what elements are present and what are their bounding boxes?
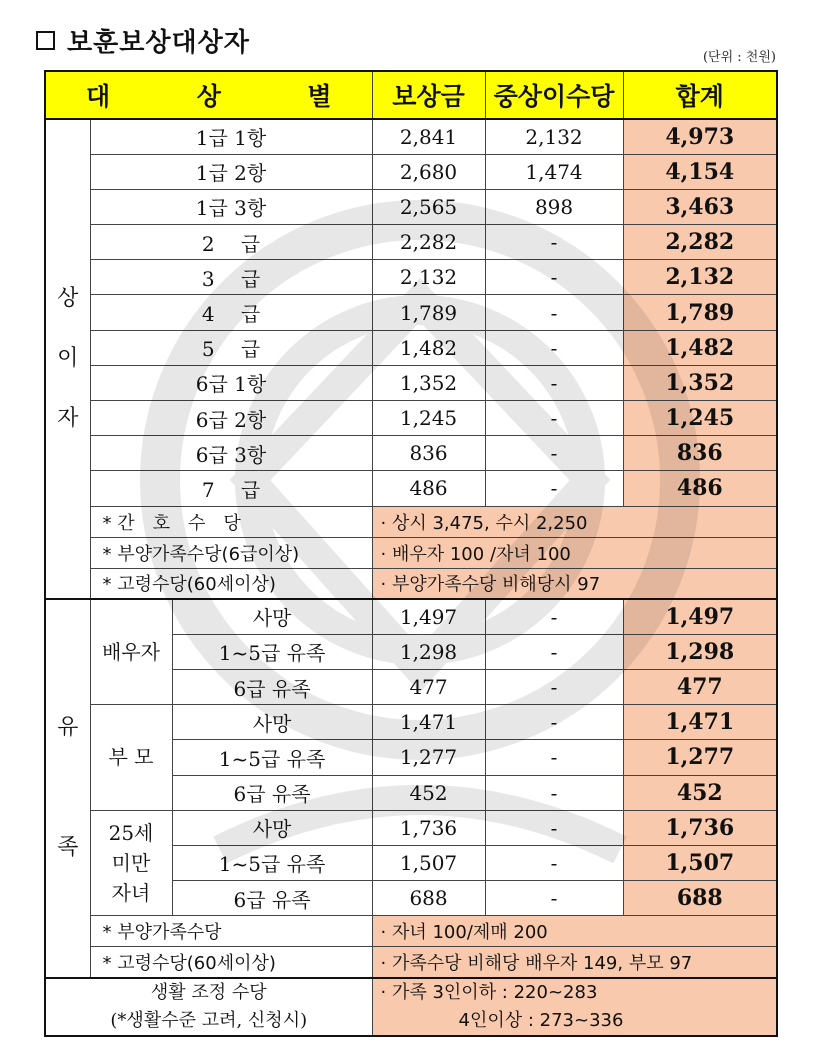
header-row — [45, 71, 777, 119]
allow-cell: - — [485, 599, 623, 634]
note-row — [45, 916, 777, 947]
comp-cell: 688 — [372, 881, 485, 916]
comp-cell: 2,282 — [372, 225, 485, 260]
note-label: * 부양가족수당 — [90, 916, 372, 947]
table-row — [45, 705, 777, 740]
grade-cell: 1급 3항 — [90, 189, 372, 224]
note-row — [45, 537, 777, 568]
living-value-line-1: · 가족 3인이하 : 220~283 — [380, 981, 598, 1003]
allow-cell: - — [485, 401, 623, 436]
total-cell: 1,352 — [623, 365, 777, 400]
table-row — [45, 436, 777, 471]
group-injured-char-3: 자 — [57, 406, 79, 432]
note-value: · 상시 3,475, 수시 2,250 — [372, 506, 777, 537]
grade-cell: 3 급 — [90, 260, 372, 295]
type-cell: 1~5급 유족 — [172, 845, 372, 880]
allow-cell: - — [485, 365, 623, 400]
allow-cell: - — [485, 669, 623, 704]
allow-cell: - — [485, 775, 623, 810]
table-row — [45, 225, 777, 260]
note-label: * 부양가족수당(6급이상) — [90, 537, 372, 568]
comp-cell: 836 — [372, 436, 485, 471]
allow-cell: - — [485, 705, 623, 740]
total-cell: 1,497 — [623, 599, 777, 634]
header-allowance: 중상이수당 — [485, 71, 623, 119]
allow-cell: - — [485, 330, 623, 365]
allow-cell: - — [485, 436, 623, 471]
grade-cell: 1급 2항 — [90, 154, 372, 189]
grade-cell: 2 급 — [90, 225, 372, 260]
allow-cell: - — [485, 845, 623, 880]
header-total: 합계 — [623, 71, 777, 119]
total-cell: 1,245 — [623, 401, 777, 436]
subgroup-children-line-3: 자녀 — [111, 880, 151, 905]
grade-cell: 7 급 — [90, 471, 372, 506]
total-cell: 1,482 — [623, 330, 777, 365]
grade-cell: 5 급 — [90, 330, 372, 365]
total-cell: 1,736 — [623, 810, 777, 845]
note-value: · 배우자 100 /자녀 100 — [372, 537, 777, 568]
total-cell: 1,298 — [623, 634, 777, 669]
subgroup-parents: 부 모 — [90, 705, 172, 811]
type-cell: 1~5급 유족 — [172, 740, 372, 775]
allow-cell: - — [485, 810, 623, 845]
table-row — [45, 810, 777, 845]
type-cell: 사망 — [172, 599, 372, 634]
table-row — [45, 330, 777, 365]
total-cell: 477 — [623, 669, 777, 704]
allow-cell: - — [485, 471, 623, 506]
comp-cell: 477 — [372, 669, 485, 704]
type-cell: 사망 — [172, 705, 372, 740]
note-label: * 고령수당(60세이상) — [90, 947, 372, 978]
type-cell: 6급 유족 — [172, 669, 372, 704]
comp-cell: 2,565 — [372, 189, 485, 224]
allow-cell: - — [485, 225, 623, 260]
table-row — [45, 189, 777, 224]
comp-cell: 1,277 — [372, 740, 485, 775]
comp-cell: 486 — [372, 471, 485, 506]
allow-cell: - — [485, 881, 623, 916]
subgroup-children-line-2: 미만 — [111, 850, 151, 875]
comp-cell: 1,482 — [372, 330, 485, 365]
note-row — [45, 506, 777, 537]
table-row — [45, 154, 777, 189]
header-target-char-3: 별 — [307, 82, 332, 111]
header-compensation: 보상금 — [372, 71, 485, 119]
group-family-char-1: 유 — [57, 715, 79, 741]
type-cell: 사망 — [172, 810, 372, 845]
type-cell: 6급 유족 — [172, 881, 372, 916]
grade-cell: 6급 3항 — [90, 436, 372, 471]
note-value: · 자녀 100/제매 200 — [372, 916, 777, 947]
living-label — [45, 978, 372, 1036]
group-injured-char-1: 상 — [57, 286, 79, 312]
total-cell: 1,507 — [623, 845, 777, 880]
grade-cell: 6급 2항 — [90, 401, 372, 436]
table-row — [45, 471, 777, 506]
total-cell: 2,132 — [623, 260, 777, 295]
compensation-table — [44, 70, 778, 1037]
note-label: * 간 호 수 당 — [90, 506, 372, 537]
comp-cell: 1,497 — [372, 599, 485, 634]
group-injured-char-2: 이 — [57, 346, 79, 372]
table-row — [45, 401, 777, 436]
group-family — [45, 599, 90, 978]
total-cell: 836 — [623, 436, 777, 471]
note-value: · 가족수당 비해당 배우자 149, 부모 97 — [372, 947, 777, 978]
living-value-line-2: 4인이상 : 273~336 — [458, 1009, 624, 1031]
subgroup-children — [90, 810, 172, 916]
comp-cell: 1,298 — [372, 634, 485, 669]
group-injured — [45, 119, 90, 599]
comp-cell: 1,471 — [372, 705, 485, 740]
living-label-line-2: (*생활수준 고려, 신청시) — [110, 1009, 308, 1031]
total-cell: 486 — [623, 471, 777, 506]
unit-label: (단위 : 천원) — [702, 50, 776, 65]
total-cell: 2,282 — [623, 225, 777, 260]
note-row — [45, 568, 777, 599]
type-cell: 6급 유족 — [172, 775, 372, 810]
comp-cell: 1,245 — [372, 401, 485, 436]
allow-cell: 1,474 — [485, 154, 623, 189]
comp-cell: 1,352 — [372, 365, 485, 400]
page-title-text: 보훈보상대상자 — [67, 28, 250, 58]
type-cell: 1~5급 유족 — [172, 634, 372, 669]
allow-cell: - — [485, 740, 623, 775]
header-target — [45, 71, 372, 119]
total-cell: 452 — [623, 775, 777, 810]
table-row — [45, 260, 777, 295]
note-value: · 부양가족수당 비해당시 97 — [372, 568, 777, 599]
comp-cell: 2,841 — [372, 119, 485, 154]
comp-cell: 1,789 — [372, 295, 485, 330]
grade-cell: 1급 1항 — [90, 119, 372, 154]
allow-cell: 2,132 — [485, 119, 623, 154]
total-cell: 3,463 — [623, 189, 777, 224]
header-target-char-1: 대 — [86, 82, 111, 111]
table-row — [45, 119, 777, 154]
page-title — [36, 22, 250, 59]
allow-cell: - — [485, 634, 623, 669]
living-label-line-1: 생활 조정 수당 — [150, 981, 267, 1003]
comp-cell: 1,507 — [372, 845, 485, 880]
subgroup-children-line-1: 25세 — [108, 820, 154, 845]
group-family-char-2: 족 — [57, 835, 79, 861]
total-cell: 4,973 — [623, 119, 777, 154]
total-cell: 4,154 — [623, 154, 777, 189]
table-row — [45, 599, 777, 634]
total-cell: 1,789 — [623, 295, 777, 330]
comp-cell: 452 — [372, 775, 485, 810]
comp-cell: 2,680 — [372, 154, 485, 189]
comp-cell: 1,736 — [372, 810, 485, 845]
living-row — [45, 978, 777, 1036]
allow-cell: 898 — [485, 189, 623, 224]
total-cell: 688 — [623, 881, 777, 916]
comp-cell: 2,132 — [372, 260, 485, 295]
allow-cell: - — [485, 260, 623, 295]
table-row — [45, 365, 777, 400]
table-row — [45, 295, 777, 330]
grade-cell: 6급 1항 — [90, 365, 372, 400]
allow-cell: - — [485, 295, 623, 330]
subgroup-spouse: 배우자 — [90, 599, 172, 705]
note-label: * 고령수당(60세이상) — [90, 568, 372, 599]
living-value — [372, 978, 777, 1036]
total-cell: 1,277 — [623, 740, 777, 775]
total-cell: 1,471 — [623, 705, 777, 740]
note-row — [45, 947, 777, 978]
checkbox-square-icon — [36, 31, 55, 50]
header-target-char-2: 상 — [196, 82, 221, 111]
grade-cell: 4 급 — [90, 295, 372, 330]
